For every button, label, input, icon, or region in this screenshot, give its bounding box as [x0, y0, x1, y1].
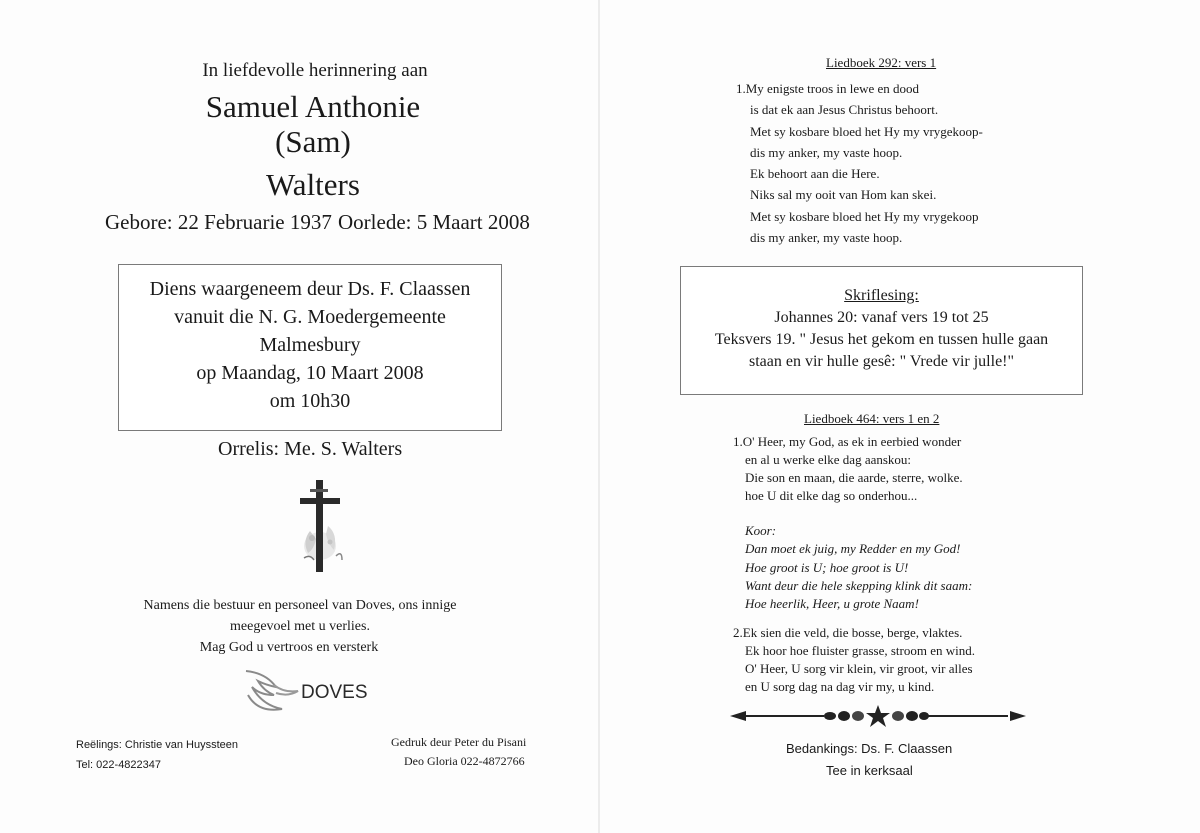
- tea-line: Tee in kerksaal: [826, 763, 913, 778]
- printer-name: Deo Gloria 022-4872766: [404, 754, 525, 768]
- deceased-surname: Walters: [266, 167, 360, 202]
- hymn2-title: Liedboek 464: vers 1 en 2: [804, 411, 940, 426]
- chorus-line: Koor:: [745, 523, 777, 538]
- service-line: vanuit die N. G. Moedergemeente: [174, 306, 446, 328]
- scripture-box: [680, 266, 1083, 395]
- death-date: Oorlede: 5 Maart 2008: [338, 210, 530, 234]
- hymn2-verse1-line: hoe U dit elke dag so onderhou...: [745, 488, 918, 503]
- condolence-line: Namens die bestuur en personeel van Doves, ons innige: [143, 598, 457, 613]
- printed-by: Gedruk deur Peter du Pisani: [391, 735, 527, 749]
- hymn2-verse1-line: en al u werke elke dag aanskou:: [745, 452, 912, 467]
- right-page: [600, 0, 1200, 833]
- chorus-line: Want deur die hele skepping klink dit saam:: [745, 577, 973, 593]
- hymn2-verse2-line: O' Heer, U sorg vir klein, vir groot, vir alles: [745, 661, 973, 676]
- chorus-line: Hoe groot is U; hoe groot is U!: [745, 559, 909, 575]
- ornament-divider-icon: [728, 704, 1028, 728]
- service-box: [118, 264, 502, 431]
- hymn2-verse2-line: 2.Ek sien die veld, die bosse, berge, vlaktes.: [733, 625, 963, 640]
- cross-icon: [290, 476, 352, 576]
- thanks-line: Bedankings: Ds. F. Claassen: [786, 741, 953, 756]
- service-line: Diens waargeneem deur Ds. F. Claassen: [149, 278, 471, 300]
- scripture-line: Johannes 20: vanaf vers 19 tot 25: [774, 309, 989, 326]
- dove-logo-icon: [244, 665, 304, 715]
- hymn2-verse1-line: Die son en maan, die aarde, sterre, wolke.: [745, 470, 963, 485]
- doves-logo-text: DOVES: [301, 682, 368, 703]
- hymn2-verse2-line: en U sorg dag na dag vir my, u kind.: [745, 679, 935, 694]
- scripture-line: Teksvers 19. " Jesus het gekom en tussen hulle gaan: [714, 331, 1049, 348]
- hymn1-title: Liedboek 292: vers 1: [826, 55, 937, 70]
- hymn1-line: Ek behoort aan die Here.: [750, 166, 880, 182]
- deceased-nickname: (Sam): [275, 124, 351, 159]
- hymn2-verse1-line: 1.O' Heer, my God, as ek in eerbied wonder: [733, 434, 962, 449]
- organist: Orrelis: Me. S. Walters: [218, 438, 403, 460]
- condolence-line: Mag God u vertroos en versterk: [199, 640, 379, 655]
- hymn1-line: is dat ek aan Jesus Christus behoort.: [750, 102, 939, 118]
- hymn1-line: Niks sal my ooit van Hom kan skei.: [750, 187, 937, 203]
- hymn1-line: 1.My enigste troos in lewe en dood: [736, 81, 920, 96]
- hymn1-line: Met sy kosbare bloed het Hy my vrygekoop: [750, 208, 979, 224]
- birth-date: Gebore: 22 Februarie 1937: [105, 210, 332, 234]
- scripture-line: staan en vir hulle gesê: " Vrede vir julle!": [748, 353, 1015, 370]
- chorus-line: Dan moet ek juig, my Redder en my God!: [745, 541, 961, 557]
- service-line: Malmesbury: [259, 334, 361, 356]
- intro-text: In liefdevolle herinnering aan: [202, 60, 428, 81]
- telephone: Tel: 022-4822347: [76, 759, 162, 771]
- service-line: om 10h30: [269, 390, 351, 412]
- arrangements: Reëlings: Christie van Huyssteen: [76, 739, 239, 751]
- chorus-line: Hoe heerlik, Heer, u grote Naam!: [745, 596, 919, 612]
- hymn1-line: dis my anker, my vaste hoop.: [750, 230, 903, 246]
- scripture-title: Skriflesing:: [844, 287, 919, 304]
- hymn1-line: Met sy kosbare bloed het Hy my vrygekoop-: [750, 123, 983, 139]
- hymn1-line: dis my anker, my vaste hoop.: [750, 144, 903, 160]
- deceased-name-line1: Samuel Anthonie: [205, 89, 421, 124]
- hymn2-verse2-line: Ek hoor hoe fluister grasse, stroom en wind.: [745, 643, 975, 658]
- condolence-line: meegevoel met u verlies.: [230, 619, 370, 634]
- service-line: op Maandag, 10 Maart 2008: [196, 362, 424, 384]
